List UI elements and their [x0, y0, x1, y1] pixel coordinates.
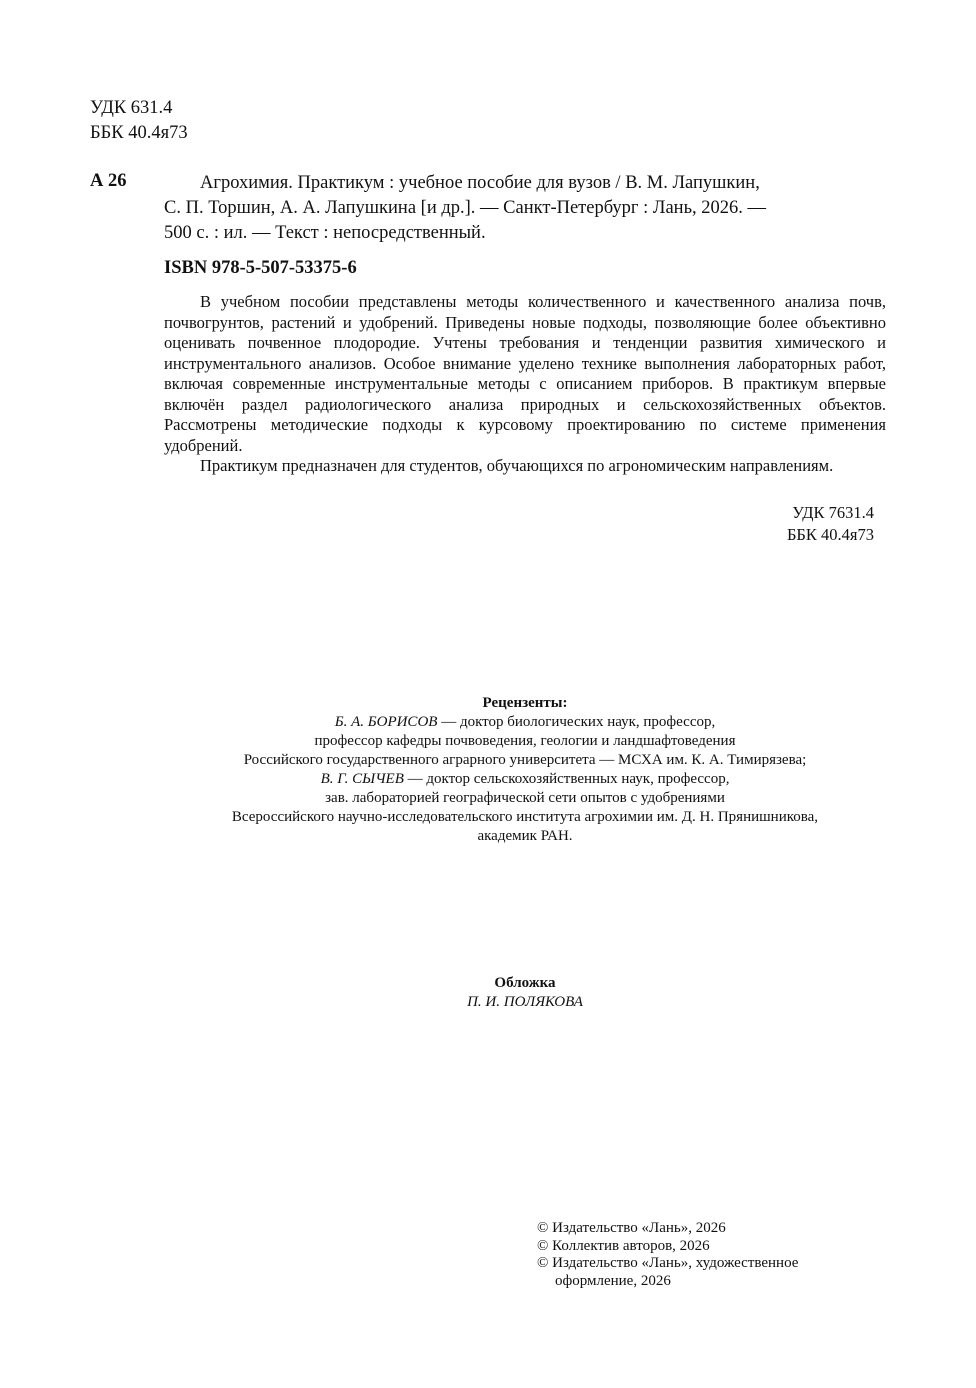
bibliographic-line-1-text: Агрохимия. Практикум : учебное пособие для вузов / В. М. Лапушкин,	[200, 173, 760, 193]
footer-bbk-code: ББК 40.4я73	[786, 525, 874, 544]
copyright-line-1: © Издательство «Лань», 2026	[537, 1220, 726, 1236]
abstract-paragraph-2: Практикум предназначен для студентов, обучающихся по агрономическим направлениям.	[200, 456, 834, 475]
reviewer-1-name: Б. А. БОРИСОВ	[334, 714, 438, 730]
copyright-block	[537, 1220, 798, 1290]
reviewer-2-name: В. Г. СЫЧЕВ	[320, 771, 404, 787]
bibliographic-line-1	[164, 171, 886, 196]
cover-designer: П. И. ПОЛЯКОВА	[467, 994, 583, 1010]
bibliographic-record	[164, 171, 886, 246]
copyright-line-4: оформление, 2026	[555, 1272, 671, 1289]
copyright-line-2: © Коллектив авторов, 2026	[537, 1237, 710, 1254]
isbn: ISBN 978-5-507-53375-6	[164, 258, 357, 278]
bibliographic-line-2: С. П. Торшин, А. А. Лапушкина [и др.]. — Санкт-Петербург : Лань, 2026. —	[164, 198, 767, 218]
reviewer-2-title: — доктор сельскохозяйственных наук, профессор,	[403, 771, 730, 787]
header-classification-codes	[90, 96, 188, 146]
cover-credit	[90, 974, 960, 1012]
reviewer-1-line-2: профессор кафедры почвоведения, геологии и ландшафтоведения	[314, 733, 736, 749]
reviewer-1-line-1	[90, 713, 960, 732]
reviewers-block	[90, 694, 960, 846]
header-bbk-code: ББК 40.4я73	[90, 123, 188, 143]
reviewer-1-title: — доктор биологических наук, профессор,	[437, 714, 716, 730]
author-mark: А 26	[90, 171, 127, 191]
abstract	[164, 292, 886, 477]
abstract-paragraph-1: В учебном пособии представлены методы количественного и качественного анализа почв, почвогрунтов, растений и удобрений. Приведены новые подходы, позволяющие более объективно оценивать почвенное плодородие. Учтены требования и тенденции развития химического и инструментального анализов. Особое внимание уделено технике выполнения лабораторных работ, включая современные инструментальные методы с описанием приборов. В практикум впервые включён раздел радиологического анализа природных и сельскохозяйственных объектов. Рассмотрены методические подходы к курсовому проектированию по системе применения удобрений.	[164, 292, 886, 455]
reviewer-2-line-3: Всероссийского научно-исследовательского института агрохимии им. Д. Н. Прянишникова,	[231, 809, 819, 825]
header-udk-code: УДК 631.4	[90, 98, 173, 118]
reviewer-1-line-3: Российского государственного аграрного университета — МСХА им. К. А. Тимирязева;	[243, 752, 807, 768]
reviewer-2-line-2: зав. лабораторией географической сети опытов с удобрениями	[325, 790, 725, 806]
footer-udk-code: УДК 7631.4	[792, 503, 874, 522]
footer-classification-codes	[787, 502, 874, 546]
bibliographic-line-3: 500 с. : ил. — Текст : непосредственный.	[164, 223, 486, 243]
reviewers-heading: Рецензенты:	[482, 695, 568, 711]
reviewer-2-line-1	[90, 770, 960, 789]
reviewer-2-line-4: академик РАН.	[477, 828, 573, 844]
cover-heading: Обложка	[494, 975, 556, 991]
copyright-line-3: © Издательство «Лань», художественное	[537, 1255, 799, 1271]
